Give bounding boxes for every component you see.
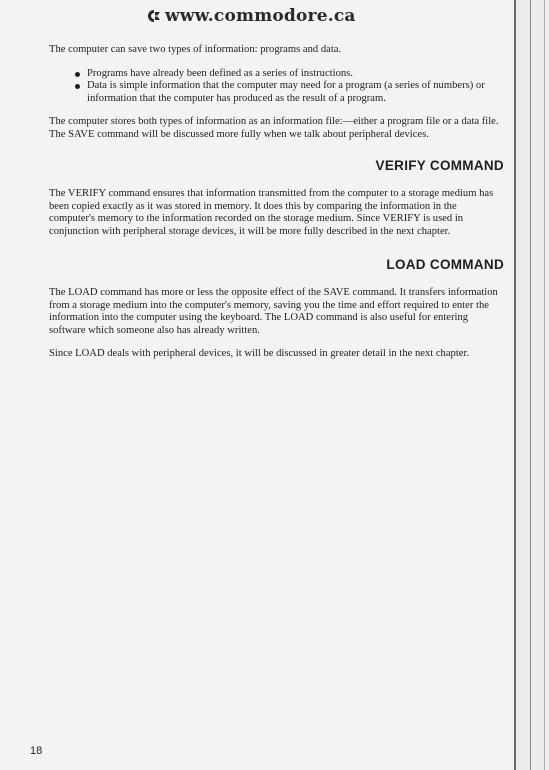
watermark xyxy=(147,6,356,28)
verify-heading: VERIFY COMMAND xyxy=(375,158,504,173)
list-item xyxy=(49,68,504,81)
file-paragraph: The computer stores both types of information as an information file:—either a program file or a data file. The SAVE command will be discussed more fully when we talk about peripheral devices. xyxy=(49,116,499,140)
binding-line xyxy=(544,0,545,770)
list-item-text: Data is simple information that the computer may need for a program (a series of numbers) or information that the computer has produced as the result of a program. xyxy=(87,80,485,104)
bullet-icon xyxy=(75,72,80,77)
intro-paragraph: The computer can save two types of information: programs and data. xyxy=(49,44,342,55)
page-content xyxy=(49,44,504,361)
commodore-logo-icon xyxy=(147,8,163,28)
load-paragraph-2: Since LOAD deals with peripheral devices, it will be discussed in greater detail in the next chapter. xyxy=(49,348,470,359)
bullet-list xyxy=(49,68,504,106)
watermark-text: www.commodore.ca xyxy=(165,6,356,26)
load-paragraph: The LOAD command has more or less the opposite effect of the SAVE command. It transfers information from a storage medium into the computer's memory, saving you the time and effort required to enter the information into the computer using the keyboard. The LOAD command is also useful for entering software which someone also has already written. xyxy=(49,287,498,336)
binding-line xyxy=(530,0,531,770)
list-item-text: Programs have already been defined as a series of instructions. xyxy=(87,67,353,79)
binding-line xyxy=(514,0,516,770)
load-heading: LOAD COMMAND xyxy=(386,257,504,272)
page-number: 18 xyxy=(30,745,43,757)
verify-paragraph: The VERIFY command ensures that information transmitted from the computer to a storage medium has been copied exactly as it was stored in memory. It does this by comparing the information in the computer's memory to the information recorded on the storage medium. Since VERIFY is used in conjunction with peripheral storage devices, it will be more fully described in the next chapter. xyxy=(49,188,494,237)
list-item xyxy=(49,80,504,105)
bullet-icon xyxy=(75,84,80,89)
